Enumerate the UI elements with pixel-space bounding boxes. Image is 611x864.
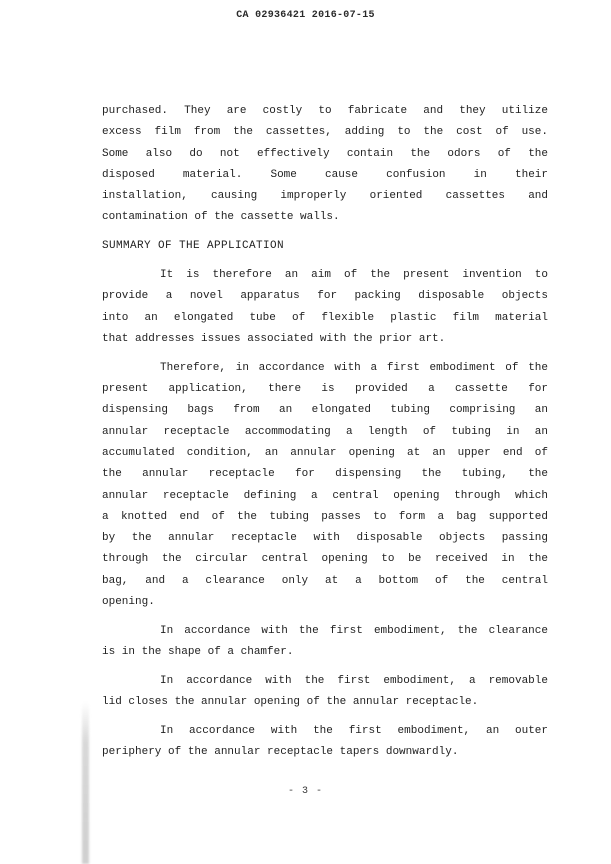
text-line: a knotted end of the tubing passes to form a bag supported [102,510,548,523]
paragraph [102,265,548,350]
text-line: that addresses issues associated with the prior art. [102,332,446,345]
text-line: dispensing bags from an elongated tubing comprising an [102,404,548,417]
text-line: It is therefore an aim of the present invention to [160,269,548,282]
text-line: Therefore, in accordance with a first embodiment of the [160,361,548,374]
paragraph [102,671,548,714]
paragraph [102,721,548,764]
text-line: In accordance with the first embodiment, a removable [160,674,548,687]
text-line: annular receptacle accommodating a length of tubing in an [102,425,548,438]
text-line: present application, there is provided a cassette for [102,383,548,396]
page-number: - 3 - [287,786,323,797]
text-line: excess film from the cassettes, adding to the cost of use. [102,126,548,139]
text-line: into an elongated tube of flexible plastic film material [102,311,548,324]
text-line: opening. [102,596,155,609]
text-line: lid closes the annular opening of the annular receptacle. [102,696,479,709]
paragraph [102,101,548,229]
text-line: provide a novel apparatus for packing disposable objects [102,290,548,303]
scan-artifact [82,702,89,864]
text-line: In accordance with the first embodiment, the clearance [160,624,548,637]
text-line: bag, and a clearance only at a bottom of the central [102,574,548,587]
text-line: annular receptacle defining a central opening through which [102,489,548,502]
text-line: periphery of the annular receptacle tapers downwardly. [102,746,459,759]
text-line: Some also do not effectively contain the odors of the [102,147,548,160]
document-body [102,101,548,764]
text-line: accumulated condition, an annular opening at an upper end of [102,446,548,459]
text-line: the annular receptacle for dispensing the tubing, the [102,468,548,481]
text-line: contamination of the cassette walls. [102,211,340,224]
text-line: by the annular receptacle with disposable objects passing [102,532,548,545]
patent-header: CA 02936421 2016-07-15 [236,10,375,21]
text-line: purchased. They are costly to fabricate and they utilize [102,105,548,117]
text-line: installation, causing improperly oriented cassettes and [102,190,548,203]
text-line: SUMMARY OF THE APPLICATION [102,240,285,253]
text-line: disposed material. Some cause confusion in their [102,168,548,181]
text-line: is in the shape of a chamfer. [102,646,294,659]
paragraph [102,358,548,614]
text-line: In accordance with the first embodiment, an outer [160,725,548,738]
text-line: through the circular central opening to be received in the [102,553,548,566]
section-heading [102,236,548,257]
paragraph [102,621,548,664]
